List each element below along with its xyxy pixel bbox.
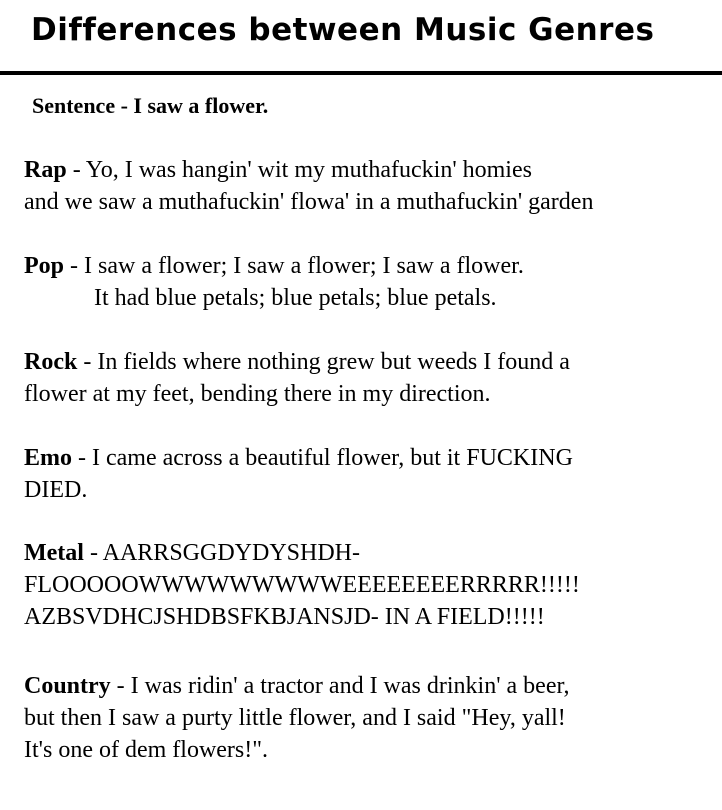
genre-name: Emo xyxy=(24,445,72,471)
genre-text-line: It's one of dem flowers!". xyxy=(24,737,269,763)
genre-list xyxy=(24,90,714,766)
genre-first-line xyxy=(24,250,714,282)
genre-country xyxy=(24,670,714,766)
genre-first-line xyxy=(24,442,714,474)
genre-text-line: It had blue petals; blue petals; blue petals. xyxy=(94,285,497,311)
title-divider xyxy=(0,71,722,75)
genre-text-line: flower at my feet, bending there in my direction. xyxy=(24,381,491,407)
sentence-text: I saw a flower. xyxy=(133,93,269,118)
genre-text-line: FLOOOOOWWWWWWWWWEEEEEEEERRRRR!!!!! xyxy=(24,572,580,598)
genre-text: - AARRSGGDYDYSHDH- xyxy=(83,540,360,566)
genre-name: Country xyxy=(24,673,111,699)
genre-rap xyxy=(24,154,714,218)
genre-name: Pop xyxy=(24,253,65,279)
genre-text-line: but then I saw a purty little flower, and I said "Hey, yall! xyxy=(24,705,566,731)
genre-text-line: and we saw a muthafuckin' flowa' in a muthafuckin' garden xyxy=(24,189,594,215)
genre-first-line xyxy=(24,670,714,702)
page-title: Differences between Music Genres xyxy=(31,12,655,48)
sentence-line xyxy=(32,90,714,122)
genre-text: - I came across a beautiful flower, but it FUCKING xyxy=(72,445,573,471)
sentence-label: Sentence xyxy=(32,93,116,118)
genre-first-line xyxy=(24,154,714,186)
genre-metal xyxy=(24,537,714,633)
genre-text-line: AZBSVDHCJSHDBSFKBJANSJD- IN A FIELD!!!!! xyxy=(24,604,545,630)
genre-rock xyxy=(24,346,714,410)
genre-first-line xyxy=(24,537,714,569)
genre-first-line xyxy=(24,346,714,378)
genre-text: - I saw a flower; I saw a flower; I saw a flower. xyxy=(64,253,524,279)
sentence-separator: - xyxy=(115,93,134,118)
genre-pop xyxy=(24,250,714,314)
genre-text: - In fields where nothing grew but weeds I found a xyxy=(77,349,570,375)
genre-name: Metal xyxy=(24,540,84,566)
genre-name: Rock xyxy=(24,349,78,375)
genre-text-line: DIED. xyxy=(24,477,88,503)
genre-text: - I was ridin' a tractor and I was drinkin' a beer, xyxy=(110,673,570,699)
genre-emo xyxy=(24,442,714,506)
genre-name: Rap xyxy=(24,157,67,183)
genre-text: - Yo, I was hangin' wit my muthafuckin' homies xyxy=(66,157,532,183)
